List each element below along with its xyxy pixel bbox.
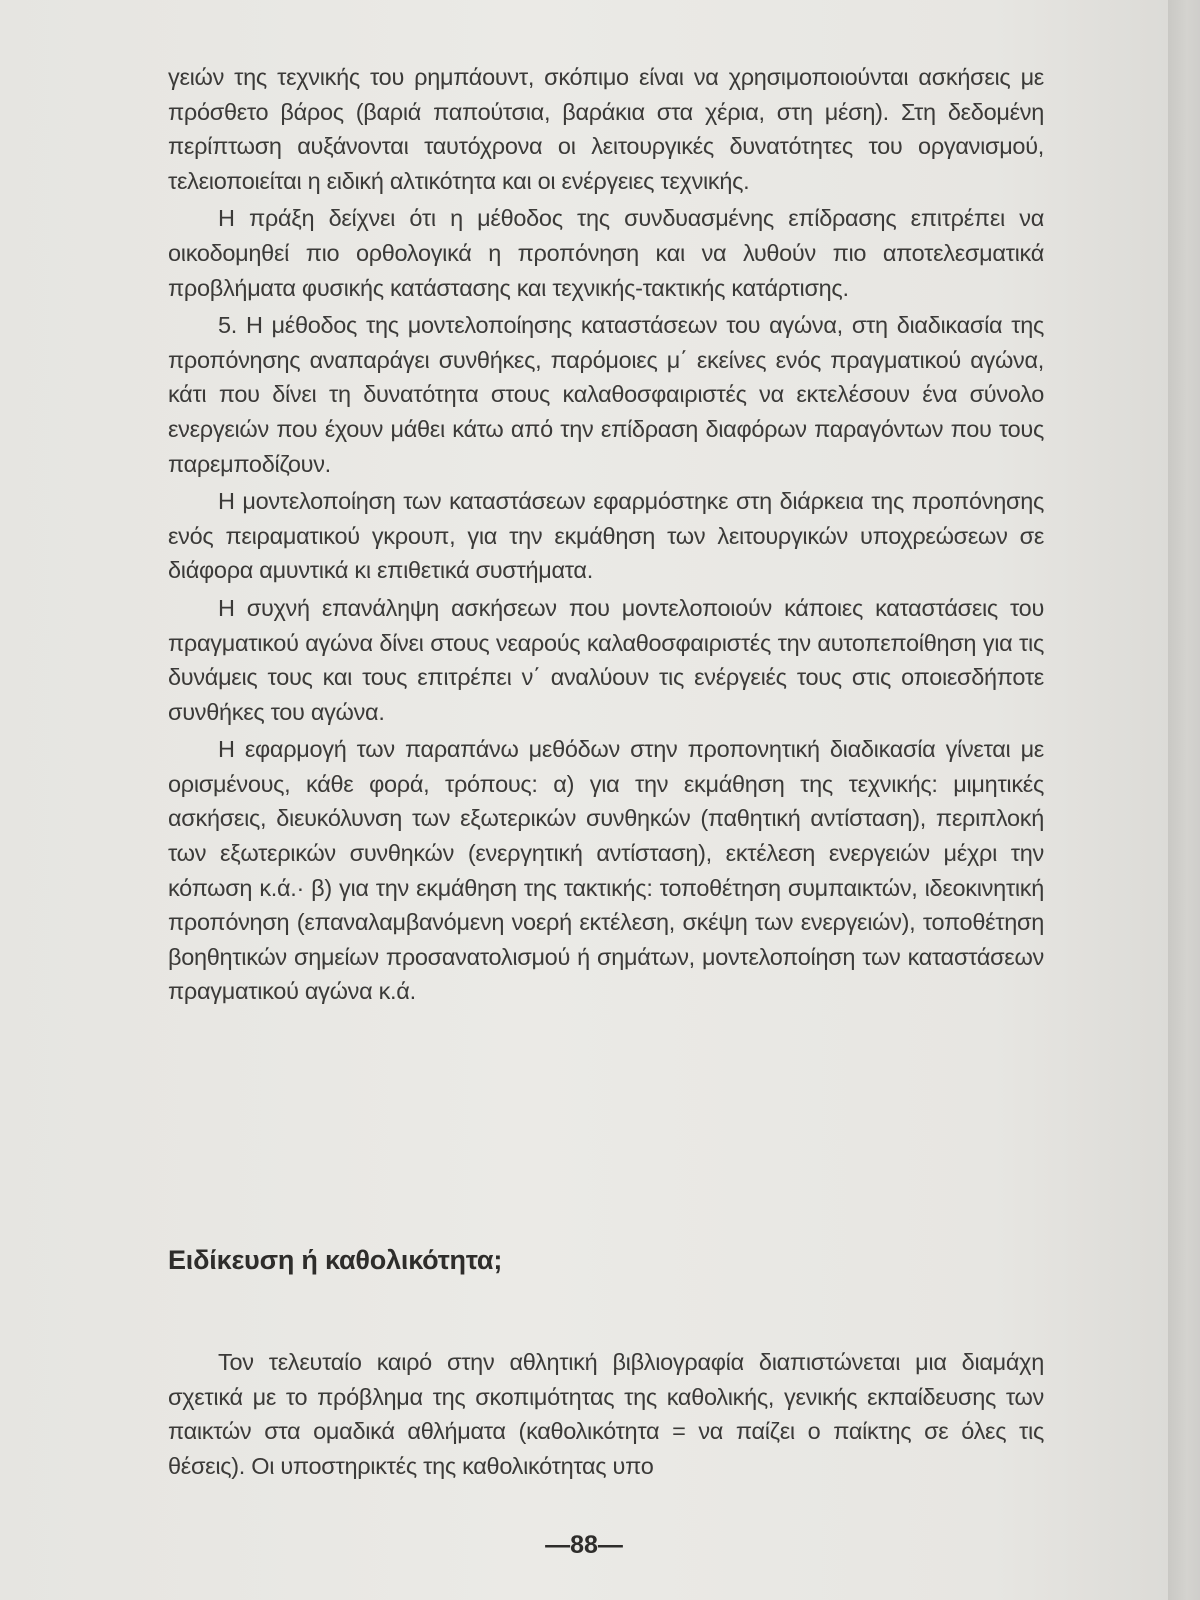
section-heading: Ειδίκευση ή καθολικότητα; — [168, 1245, 503, 1275]
paragraph-methods-application: Η εφαρμογή των παραπάνω μεθόδων στην προπονητική διαδικασία γίνεται με ορισμένους, κάθε φορά, τρόπους: α) για την εκμάθηση της τεχνικής: μιμητικές ασκήσεις, διευκόλυνση των εξωτερικών συνθηκών (παθητική αντίσταση), περιπλοκή των εξωτερικών συνθηκών (ενεργητική αντίσταση), εκτέλεση ενεργειών μέχρι την κόπωση κ.ά.· β) για την εκμάθηση της τακτικής: τοποθέτηση συμπαικτών, ιδεοκινητική προπόνηση (επαναλαμβανόμενη νοερή εκτέλεση, σκέψη των ενεργειών), τοποθέτηση βοηθητικών σημείων προσανατολισμού ή σημάτων, μοντελοποίηση των καταστάσεων πραγματικού αγώνα κ.ά. — [168, 736, 1044, 1005]
paragraph-repetition: Η συχνή επανάληψη ασκήσεων που μοντελοποιούν κάποιες καταστάσεις του πραγματικού αγώνα δίνει στους νεαρούς καλαθοσφαιριστές την αυτοπεποίθηση για τις δυνάμεις τους και τους επιτρέπει ν΄ αναλύουν τις ενέργειές τους στις οποιεσδήποτε συνθήκες του αγώνα. — [168, 594, 1044, 725]
paragraph-modeling-method: 5. Η μέθοδος της μοντελοποίησης καταστάσεων του αγώνα, στη διαδικασία της προπόνησης αναπαράγει συνθήκες, παρόμοιες μ΄ εκείνες ενός πραγματικού αγώνα, κάτι που δίνει τη δυνατότητα στους καλαθοσφαιριστές να εκτελέσουν ένα σύνολο ενεργειών που έχουν μάθει κάτω από την επίδραση διαφόρων παραγόντων που τους παρεμποδίζουν. — [168, 312, 1044, 477]
page-number: —88— — [545, 1531, 623, 1559]
paragraph-combined-method: Η πράξη δείχνει ότι η μέθοδος της συνδυασμένης επίδρασης επιτρέπει να οικοδομηθεί πιο ορθολογικά η προπόνηση και να λυθούν πιο αποτελεσματικά προβλήματα φυσικής κατάστασης και τεχνικής-τακτικής κατάρτισης. — [168, 205, 1044, 301]
paragraph-modeling-application: Η μοντελοποίηση των καταστάσεων εφαρμόστηκε στη διάρκεια της προπόνησης ενός πειραματικού γκρουπ, για την εκμάθηση των λειτουργικών υποχρεώσεων σε διάφορα αμυντικά κι επιθετικά συστήματα. — [168, 488, 1044, 584]
paragraph-specialization-debate: Τον τελευταίο καιρό στην αθλητική βιβλιογραφία διαπιστώνεται μια διαμάχη σχετικά με το πρόβλημα της σκοπιμότητας της καθολικής, γενικής εκπαίδευσης των παικτών στα ομαδικά αθλήματα (καθολικότητα = να παίζει ο παίκτης σε όλες τις θέσεις). Οι υποστηρικτές της καθολικότητας υπο — [168, 1349, 1044, 1479]
book-page-edge — [1168, 0, 1200, 1600]
section-text-block — [168, 1345, 1044, 1486]
main-text-block — [168, 60, 1044, 1012]
paragraph-continuation: γειών της τεχνικής του ρημπάουντ, σκόπιμο είναι να χρησιμοποιούνται ασκήσεις με πρόσθετο βάρος (βαριά παπούτσια, βαράκια στα χέρια, στη μέση). Στη δεδομένη περίπτωση αυξάνονται ταυτόχρονα οι λειτουργικές δυνατότητες του οργανισμού, τελειοποιείται η ειδική αλτικότητα και οι ενέργειες τεχνικής. — [168, 64, 1044, 194]
